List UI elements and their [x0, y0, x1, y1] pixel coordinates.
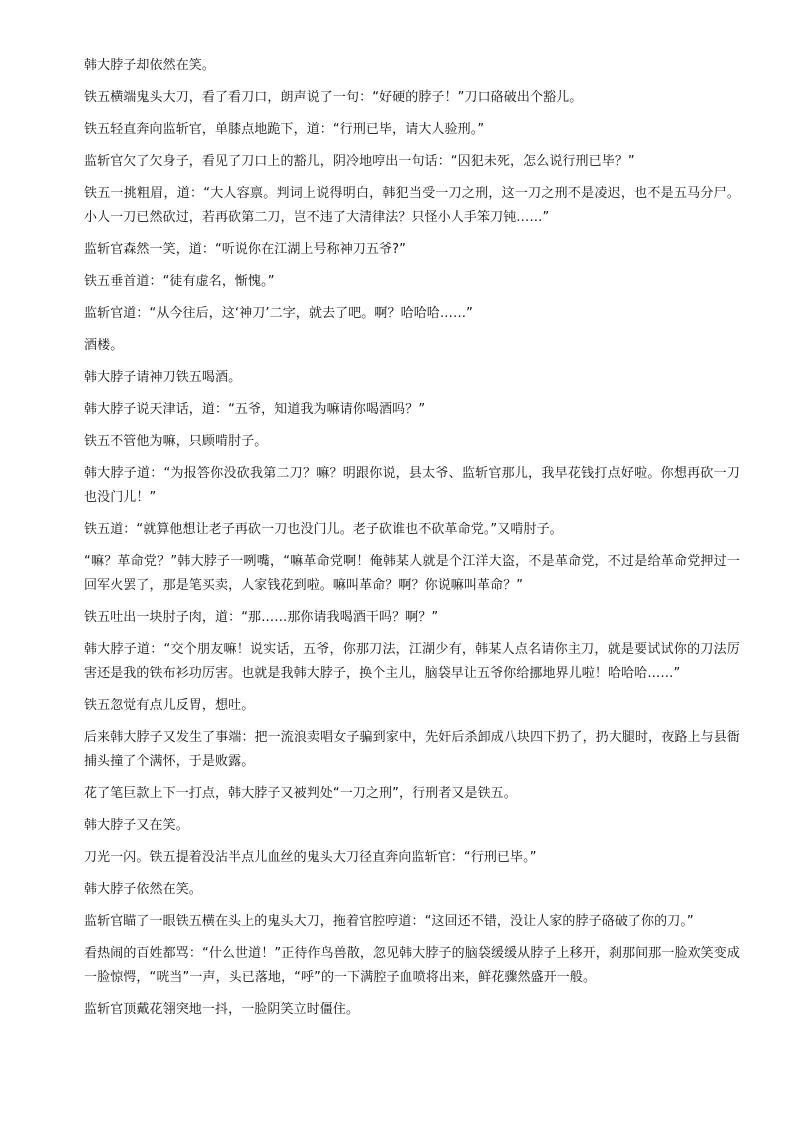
paragraph: 铁五吐出一块肘子肉，道：“那……那你请我喝酒干吗？啊？” [84, 610, 439, 625]
paragraph: 铁五轻直奔向监斩官，单膝点地跪下，道：“行刑已毕，请大人验刑。” [84, 122, 485, 137]
paragraph: 铁五不管他为嘛，只顾啃肘子。 [84, 434, 268, 449]
paragraph: 后来韩大脖子又发生了事端：把一流浪卖唱女子骗到家中，先奸后杀卸成八块四下扔了，扔大腿时，夜路上与县衙捕头撞了个满怀，于是败露。 [84, 730, 740, 769]
paragraph: 铁五忽觉有点儿反胃，想吐。 [84, 698, 255, 713]
paragraph: “嘛？革命党？”韩大脖子一咧嘴，“嘛革命党啊！俺韩某人就是个江洋大盗，不是革命党，不过是给革命党押过一回军火罢了，那是笔买卖，人家钱花到啦。嘛叫革命？啊？你说嘛叫革命？” [84, 554, 740, 593]
paragraph: 监斩官道：“从今往后，这‘神刀’二字，就去了吧。啊？哈哈哈……” [84, 306, 473, 321]
paragraph: 韩大脖子道：“为报答你没砍我第二刀？嘛？明跟你说，县太爷、监斩官那儿，我早花钱打点好啦。你想再砍一刀也没门儿！” [84, 466, 740, 505]
paragraph: 监斩官森然一笑，道：“听说你在江湖上号称神刀五爷?” [84, 242, 406, 257]
paragraph: 监斩官欠了欠身子，看见了刀口上的豁儿，阴冷地哼出一句话：“囚犯未死，怎么说行刑已毕？” [84, 154, 635, 169]
paragraph: 韩大脖子又在笑。 [84, 818, 189, 833]
paragraph: 铁五道：“就算他想让老子再砍一刀也没门儿。老子砍谁也不砍革命党。”又啃肘子。 [84, 522, 563, 537]
paragraph: 铁五一挑粗眉，道：“大人容禀。判词上说得明白，韩犯当受一刀之刑，这一刀之刑不是凌迟，也不是五马分尸。小人一刀已然砍过，若再砍第二刀，岂不违了大清律法？只怪小人手笨刀钝……” [84, 186, 740, 225]
paragraph: 铁五横端鬼头大刀，看了看刀口，朗声说了一句：“好硬的脖子！”刀口硌破出个豁儿。 [84, 90, 583, 105]
paragraph: 韩大脖子请神刀铁五喝酒。 [84, 370, 242, 385]
paragraph: 韩大脖子却依然在笑。 [84, 58, 216, 73]
paragraph: 看热闹的百姓都骂：“什么世道！”正待作鸟兽散，忽见韩大脖子的脑袋缓缓从脖子上移开，刹那间那一脸欢笑变成一脸惊愕，“咣当”一声，头已落地，“呼”的一下满腔子血喷将出来，鲜花骤然盛开一般。 [84, 946, 740, 985]
paragraph: 监斩官瞄了一眼铁五横在头上的鬼头大刀，拖着官腔哼道：“这回还不错，没让人家的脖子硌破了你的刀。” [84, 914, 694, 929]
paragraph: 酒楼。 [84, 338, 124, 353]
paragraph: 铁五垂首道：“徒有虚名，惭愧。” [84, 274, 275, 289]
paragraph: 韩大脖子说天津话，道：“五爷，知道我为嘛请你喝酒吗？” [84, 402, 426, 417]
paragraph: 花了笔巨款上下一打点，韩大脖子又被判处“一刀之刑”，行刑者又是铁五。 [84, 786, 517, 801]
paragraph: 韩大脖子依然在笑。 [84, 882, 202, 897]
paragraph: 刀光一闪。铁五提着没沾半点儿血丝的鬼头大刀径直奔向监斩官：“行刑已毕。” [84, 850, 537, 865]
paragraph: 监斩官顶戴花翎突地一抖，一脸阴笑立时僵住。 [84, 1002, 360, 1017]
document-body [84, 54, 740, 1030]
paragraph: 韩大脖子道：“交个朋友嘛！说实话，五爷，你那刀法，江湖少有，韩某人点名请你主刀，就是要试试你的刀法厉害还是我的铁布衫功厉害。也就是我韩大脖子，换个主儿，脑袋早让五爷你给挪地界儿啦！哈哈哈……” [84, 642, 740, 681]
